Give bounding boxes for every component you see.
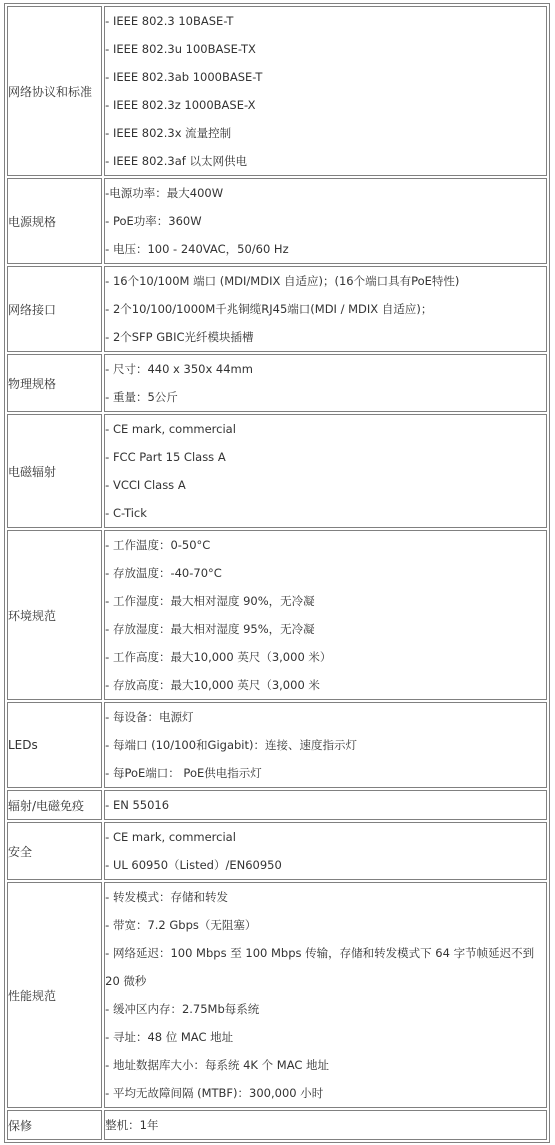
spec-value-line: - 每端口 (10/100和Gigabit)：连接、速度指示灯 — [105, 738, 357, 752]
spec-value-line: - 2个10/100/1000M千兆铜缆RJ45端口(MDI / MDIX 自适应)； — [105, 302, 433, 316]
spec-table-body — [7, 6, 547, 1140]
spec-value-line: -电源功率：最大400W — [105, 186, 224, 200]
spec-row-safe — [7, 822, 547, 880]
spec-value-line: - IEEE 802.3ab 1000BASE-T — [105, 70, 263, 84]
spec-label: 性能规范 — [7, 882, 102, 1108]
spec-value-line: - 工作湿度：最大相对湿度 90%，无冷凝 — [105, 594, 315, 608]
spec-value-line: - IEEE 802.3u 100BASE-TX — [105, 42, 256, 56]
spec-value-line: - IEEE 802.3x 流量控制 — [105, 126, 232, 140]
spec-value-cell — [104, 882, 547, 1108]
spec-value-cell — [104, 266, 547, 352]
spec-row-ems — [7, 790, 547, 820]
spec-value-line: - UL 60950（Listed）/EN60950 — [105, 858, 282, 872]
spec-value-line: - CE mark, commercial — [105, 422, 236, 436]
spec-value-cell — [104, 1110, 547, 1140]
spec-value-line: - PoE功率：360W — [105, 214, 202, 228]
spec-value-cell — [104, 822, 547, 880]
spec-value-line: - CE mark, commercial — [105, 830, 236, 844]
spec-value-line: - 平均无故障间隔 (MTBF)：300,000 小时 — [105, 1086, 324, 1100]
spec-row-leds — [7, 702, 547, 788]
spec-label: 物理规格 — [7, 354, 102, 412]
spec-row-warr — [7, 1110, 547, 1140]
spec-label: 辐射/电磁免疫 — [7, 790, 102, 820]
spec-value-cell — [104, 790, 547, 820]
spec-value-cell — [104, 178, 547, 264]
spec-value-line: - 寻址：48 位 MAC 地址 — [105, 1030, 234, 1044]
spec-value-line: - 工作高度：最大10,000 英尺（3,000 米） — [105, 650, 332, 664]
spec-value-cell — [104, 354, 547, 412]
spec-value-line: - IEEE 802.3 10BASE-T — [105, 14, 234, 28]
spec-table — [4, 3, 550, 1143]
spec-label: 电源规格 — [7, 178, 102, 264]
spec-value-line: 整机：1年 — [105, 1118, 159, 1132]
spec-label: 保修 — [7, 1110, 102, 1140]
spec-label: LEDs — [7, 702, 102, 788]
spec-value-cell — [104, 414, 547, 528]
spec-value-line: - EN 55016 — [105, 798, 170, 812]
spec-value-line: - 存放温度：-40-70°C — [105, 566, 222, 580]
spec-label: 网络协议和标准 — [7, 6, 102, 176]
spec-value-cell — [104, 530, 547, 700]
spec-row-power — [7, 178, 547, 264]
spec-label: 电磁辐射 — [7, 414, 102, 528]
spec-value-line: - 存放湿度：最大相对湿度 95%，无冷凝 — [105, 622, 315, 636]
spec-row-perf — [7, 882, 547, 1108]
spec-row-port — [7, 266, 547, 352]
spec-value-line: - 电压：100 - 240VAC，50/60 Hz — [105, 242, 289, 256]
spec-value-line: - 存放高度：最大10,000 英尺（3,000 米 — [105, 678, 320, 692]
spec-value-line: - IEEE 802.3af 以太网供电 — [105, 154, 247, 168]
spec-value-line: - 每PoE端口： PoE供电指示灯 — [105, 766, 262, 780]
spec-row-phys — [7, 354, 547, 412]
spec-value-cell — [104, 702, 547, 788]
spec-value-line: - 16个10/100M 端口 (MDI/MDIX 自适应)；(16个端口具有PoE特性) — [105, 274, 460, 288]
spec-value-line: - 每设备：电源灯 — [105, 710, 194, 724]
spec-value-line: - C-Tick — [105, 506, 147, 520]
spec-row-emi — [7, 414, 547, 528]
spec-value-line: - FCC Part 15 Class A — [105, 450, 226, 464]
spec-value-cell — [104, 6, 547, 176]
spec-value-line: - 转发模式：存储和转发 — [105, 890, 228, 904]
spec-value-line: - 带宽：7.2 Gbps（无阻塞） — [105, 918, 257, 932]
spec-value-line: - 重量：5公斤 — [105, 390, 178, 404]
spec-value-line: - 网络延迟：100 Mbps 至 100 Mbps 传输，存储和转发模式下 64 字节帧延迟不到 20 微秒 — [105, 946, 535, 988]
spec-label: 环境规范 — [7, 530, 102, 700]
spec-label: 网络接口 — [7, 266, 102, 352]
spec-value-line: - 地址数据库大小：每系统 4K 个 MAC 地址 — [105, 1058, 330, 1072]
spec-value-line: - 缓冲区内存：2.75Mb每系统 — [105, 1002, 260, 1016]
spec-value-line: - 工作温度：0-50°C — [105, 538, 211, 552]
spec-value-line: - 尺寸：440 x 350x 44mm — [105, 362, 253, 376]
spec-value-line: - VCCI Class A — [105, 478, 186, 492]
spec-value-line: - IEEE 802.3z 1000BASE-X — [105, 98, 256, 112]
spec-row-net — [7, 6, 547, 176]
spec-row-env — [7, 530, 547, 700]
spec-value-line: - 2个SFP GBIC光纤模块插槽 — [105, 330, 254, 344]
spec-label: 安全 — [7, 822, 102, 880]
